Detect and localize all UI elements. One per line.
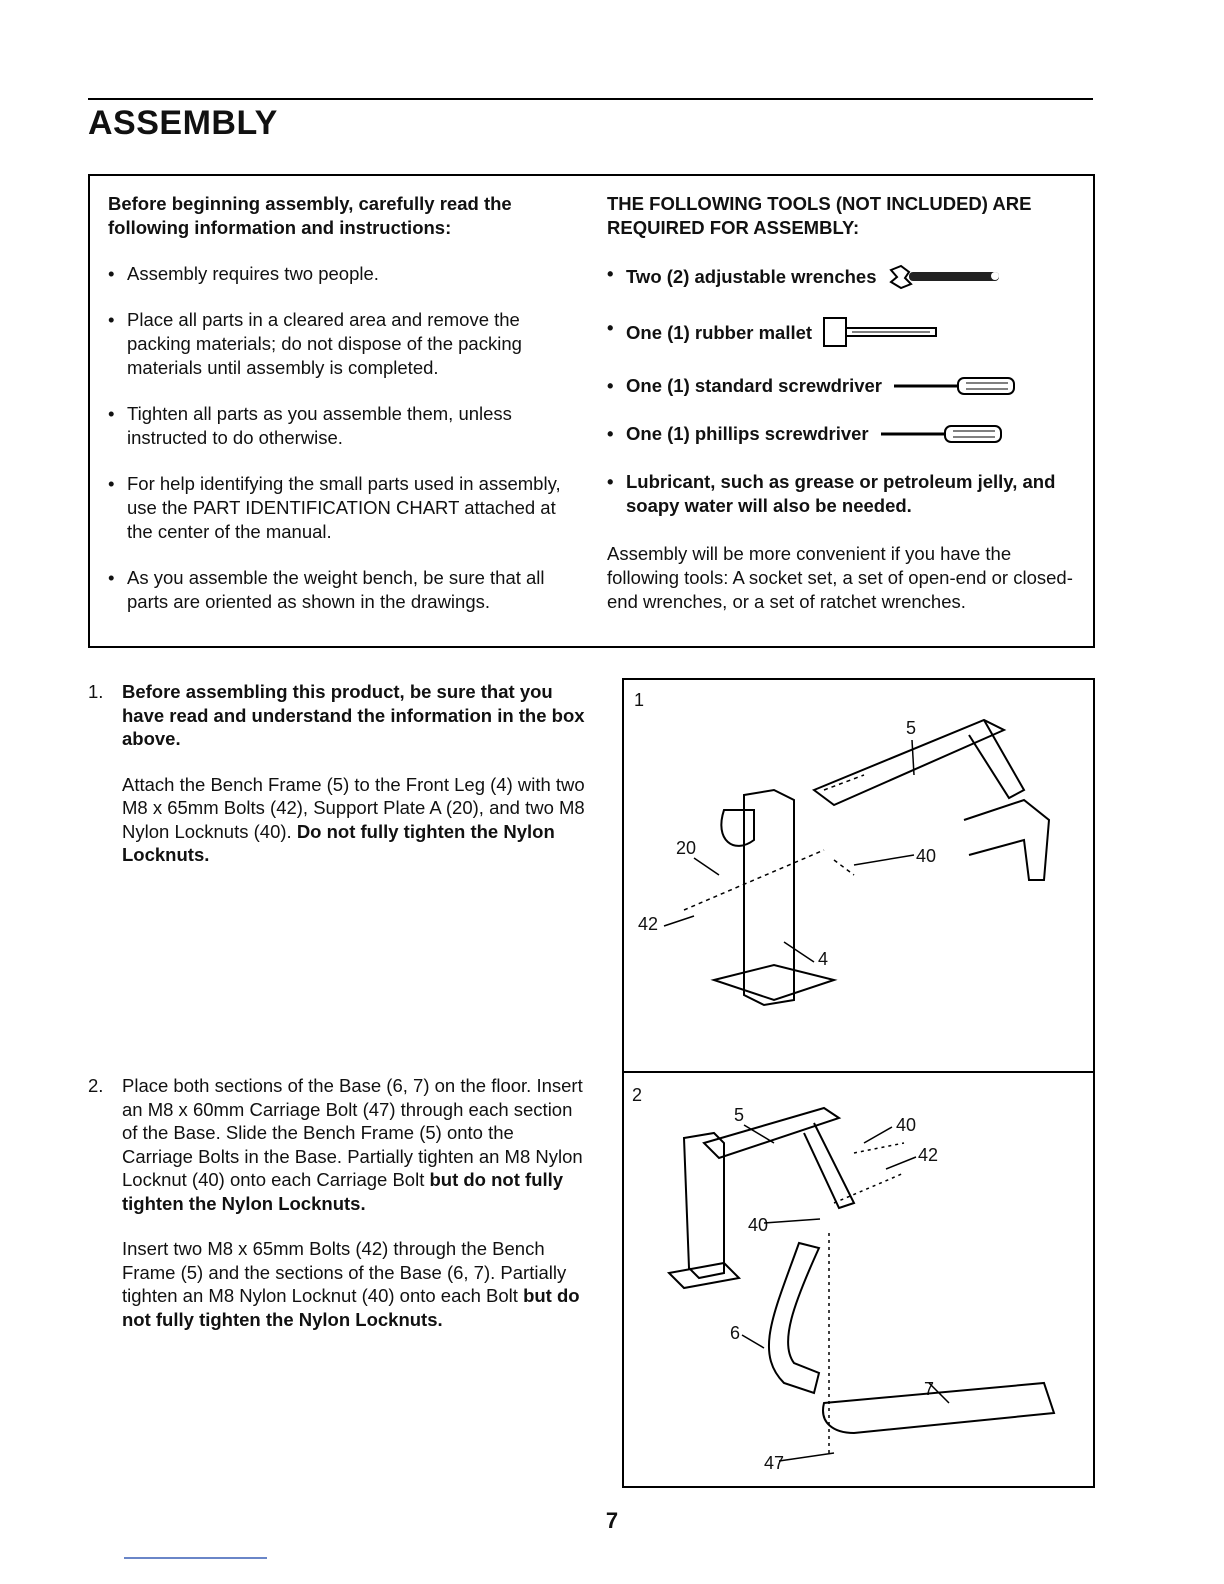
callout-label: 20	[676, 838, 697, 858]
front-leg-part	[714, 790, 834, 1005]
page-number: 7	[605, 1508, 619, 1533]
instruction-item: • For help identifying the small parts used in assembly, use the PART IDENTIFICATION CHART attached at the center of the manual.	[108, 472, 578, 544]
assembly-step-2	[88, 1074, 588, 1353]
figure-number: 1	[634, 690, 645, 710]
tool-item-mallet: • One (1) rubber mallet	[607, 316, 1082, 350]
rubber-mallet-icon	[822, 316, 942, 350]
header-rule	[88, 98, 1093, 100]
assembly-guide-lines	[829, 1143, 904, 1453]
info-left-header: Before beginning assembly, carefully read the following information and instructions:	[108, 193, 512, 238]
figure-1-drawing	[624, 680, 1093, 1070]
info-right-column	[607, 192, 1082, 633]
tool-item-wrench: • Two (2) adjustable wrenches	[607, 262, 1082, 292]
tools-header: THE FOLLOWING TOOLS (NOT INCLUDED) ARE REQUIRED FOR ASSEMBLY:	[607, 193, 1032, 238]
callout-leaders	[664, 740, 914, 962]
assembly-step-1	[88, 680, 588, 889]
step-text: Attach the Bench Frame (5) to the Front Leg (4) with two M8 x 65mm Bolts (42), Support Plate A (20), and two M8 Nylon Locknuts (40). Do not fully tighten the Nylon Locknuts.	[122, 773, 585, 865]
step-number: 2.	[88, 1075, 104, 1096]
standard-screwdriver-icon	[892, 374, 1022, 398]
tool-item-standard-screwdriver: • One (1) standard screwdriver	[607, 374, 1082, 398]
step-emphasis: but do not fully tighten the Nylon Locknuts.	[122, 1169, 564, 1214]
base-sections-part	[769, 1243, 1054, 1433]
step-number: 1.	[88, 681, 104, 702]
instruction-item: • Tighten all parts as you assemble them, unless instructed to do otherwise.	[108, 402, 578, 450]
callout-label: 40	[896, 1115, 917, 1135]
tool-item-lubricant: • Lubricant, such as grease or petroleum jelly, and soapy water will also be needed.	[607, 470, 1082, 518]
step-emphasis: Do not fully tighten the Nylon Locknuts.	[122, 820, 555, 865]
tool-item-phillips-screwdriver: • One (1) phillips screwdriver	[607, 422, 1082, 446]
step-text: Place both sections of the Base (6, 7) on the floor. Insert an M8 x 60mm Carriage Bolt (47) through each section of the Base. Slide the Bench Frame (5) onto the Carriage Bolts in the Base. Partially tighten an M8 Nylon Locknut (40) onto each Carriage Bolt but do not fully tighten the Nylon Locknuts.	[122, 1075, 583, 1214]
callout-label: 6	[730, 1323, 741, 1343]
instruction-item: • Assembly requires two people.	[108, 262, 578, 286]
callout-label: 4	[818, 949, 829, 969]
instruction-item: • As you assemble the weight bench, be sure that all parts are oriented as shown in the drawings.	[108, 566, 578, 614]
assembly-guide-lines	[684, 775, 864, 910]
callout-label: 40	[916, 846, 937, 866]
instruction-item: • Place all parts in a cleared area and remove the packing materials; do not dispose of the packing materials until assembly is completed.	[108, 308, 578, 380]
callout-leaders	[742, 1125, 949, 1461]
figure-number: 2	[632, 1085, 643, 1105]
info-left-column	[108, 192, 578, 636]
phillips-screwdriver-icon	[879, 422, 1009, 446]
footer-rule	[124, 1557, 267, 1559]
callout-label: 42	[918, 1145, 939, 1165]
step-emphasis: but do not fully tighten the Nylon Locknuts.	[122, 1285, 580, 1330]
adjustable-wrench-icon	[887, 262, 1007, 292]
callout-label: 42	[638, 914, 659, 934]
tool-list	[607, 262, 1082, 518]
callout-label: 47	[764, 1453, 785, 1473]
optional-tools-note: Assembly will be more convenient if you have the following tools: A socket set, a set of open-end or closed-end wrenches, or a set of ratchet wrenches.	[607, 543, 1073, 612]
page-title: ASSEMBLY	[88, 104, 278, 142]
figure-2-drawing	[624, 1073, 1093, 1486]
callout-label: 5	[906, 718, 917, 738]
callout-label: 7	[924, 1379, 935, 1399]
step-text: Insert two M8 x 65mm Bolts (42) through the Bench Frame (5) and the sections of the Base (6, 7). Partially tighten an M8 Nylon Locknut (40) onto each Bolt but do not fully tighten the Nylon Locknuts.	[122, 1238, 580, 1330]
callout-label: 40	[748, 1215, 769, 1235]
step-intro: Before assembling this product, be sure that you have read and understand the information in the box above.	[122, 681, 585, 749]
instruction-list	[108, 262, 578, 614]
callout-label: 5	[734, 1105, 745, 1125]
